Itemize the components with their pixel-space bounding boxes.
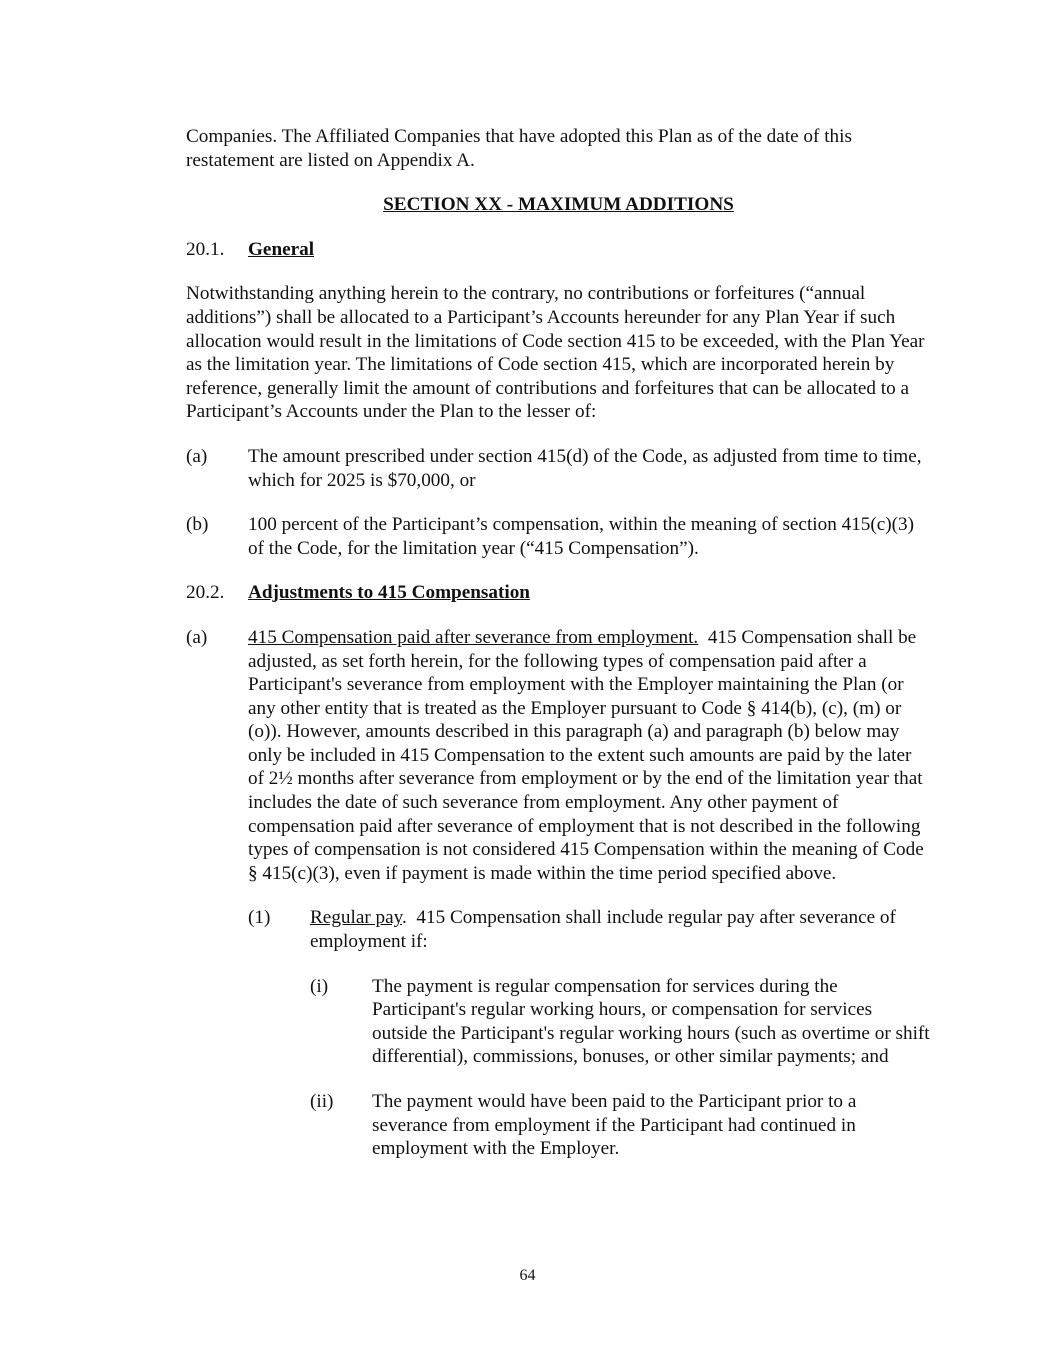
item-text: The amount prescribed under section 415(d) of the Code, as adjusted from time to time, which for 2025 is $70,000, or (248, 445, 922, 491)
page-number: 64 (519, 1267, 536, 1284)
item-text: The payment is regular compensation for services during the Participant's regular working hours, or compensation for services outside the Participant's regular working hours (such as overtime or shift differential), commissions, bonuses, or other similar payments; and (372, 975, 930, 1068)
item-body: . 415 Compensation shall include regular pay after severance of employment if: (310, 907, 901, 953)
item-label: (a) (186, 445, 208, 467)
item-body: 415 Compensation shall be adjusted, as set forth herein, for the following types of compensation paid after a Participant's severance from employment with the Employer maintaining the Plan (or any other entity that is treated as the Employer pursuant to Code § 414(b), (c), (m) or (o)). However, amounts described in this paragraph (a) and paragraph (b) below may only be included in 415 Compensation to the extent such amounts are paid by the later of 2½ months after severance from employment or by the end of the limitation year that includes the date of such severance from employment. Any other payment of compensation paid after severance of employment that is not described in the following types of compensation is not considered 415 Compensation within the meaning of Code § 415(c)(3), even if payment is made within the time period specified above. (248, 626, 929, 884)
list-item (186, 445, 931, 492)
item-label: (a) (186, 626, 208, 648)
section-number: 20.2. (186, 582, 225, 604)
item-text: 100 percent of the Participant’s compensation, within the meaning of section 415(c)(3) of the Code, for the limitation year (“415 Compensation”). (248, 514, 915, 559)
item-label: (1) (248, 907, 271, 929)
item-text (310, 906, 931, 953)
list-item (310, 975, 931, 1069)
section-number: 20.1. (186, 238, 225, 260)
item-label: (b) (186, 514, 209, 536)
item-label: (ii) (310, 1091, 334, 1112)
item-text: The payment would have been paid to the Participant prior to a severance from employment if the Participant had continued in employment with the Employer. (372, 1091, 857, 1160)
section-heading-text: General (248, 238, 315, 260)
section-title: SECTION XX - MAXIMUM ADDITIONS (383, 194, 734, 216)
section-20-1-heading (186, 238, 931, 262)
section-20-2-heading (186, 581, 931, 605)
intro-paragraph: Companies. The Affiliated Companies that have adopted this Plan as of the date of this restatement are listed on Appendix A. (186, 126, 852, 171)
list-item (310, 1090, 931, 1161)
section-20-1-body: Notwithstanding anything herein to the contrary, no contributions or forfeitures (“annual additions”) shall be allocated to a Participant’s Accounts hereunder for any Plan Year if such allocation would result in the limitations of Code section 415 to be exceeded, with the Plan Year as the limitation year. The limitations of Code section 415, which are incorporated herein by reference, generally limit the amount of contributions and forfeitures that can be allocated to a Participant’s Accounts under the Plan to the lesser of: (186, 283, 925, 423)
list-item (186, 513, 931, 560)
list-item (186, 626, 931, 886)
item-title: 415 Compensation paid after severance from employment. (248, 626, 699, 648)
item-title: Regular pay (310, 907, 402, 929)
section-heading-text: Adjustments to 415 Compensation (248, 582, 530, 604)
item-label: (i) (310, 975, 329, 997)
document-page (186, 125, 931, 1182)
item-text (248, 626, 931, 886)
list-item (248, 906, 931, 953)
